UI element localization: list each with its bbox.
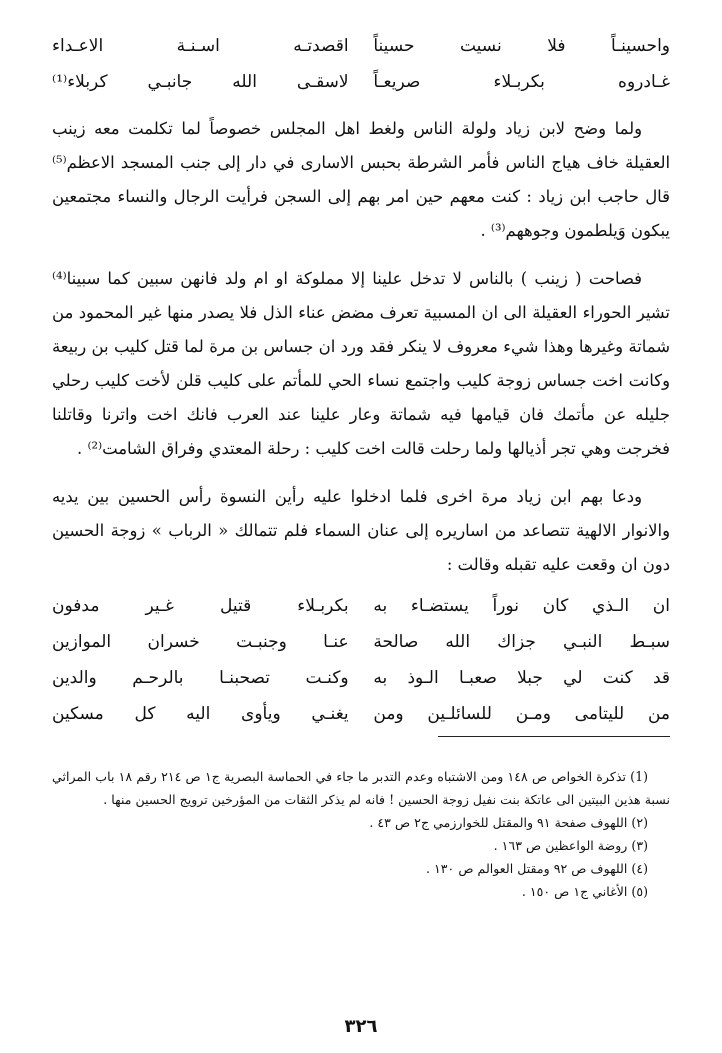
footnote: (٣) روضة الواعظين ص ١٦٣ . <box>493 838 648 853</box>
body-paragraph-2: فصاحت ( زينب ) بالناس لا تدخل علينا إلا مملوكة او ام ولد فانهن سبين كما سبينا⁽⁴⁾ تشير الحوراء العقيلة الى ان المسبية تعرف مضض عناء الذل فلا يصدر منها غير المحمود من شماتة وغيرها وهذا شيء معروف لا ينكر فقد ورد ان جساس بن مرة لما قتل كليب بن ربيعة وكانت اخت جساس زوجة كليب واجتمع نساء الحي للمأتم على كليب قلن لأخت كليب رحلي جليله عن مأتمك فان قيامها فيه شماتة وعار علينا عند العرب فانك اخت واترنا وقاتلنا فخرجت وهي تجر أذيالها ولما رحلت قالت اخت كليب : رحلة المعتدي وفراق الشامت⁽²⁾ . <box>52 269 670 458</box>
poem-bottom <box>52 588 670 732</box>
verse-line <box>52 28 670 64</box>
footnote-divider <box>438 736 670 737</box>
verse-hemistich-first: سبـط النبـي جزاك الله صالحة <box>373 632 670 652</box>
verse-hemistich-first: قد كنت لي جبلا صعبـا الـوذ به <box>373 668 670 688</box>
footnote: (٥) الأغاني ج١ ص ١٥٠ . <box>521 884 648 899</box>
verse-line <box>52 624 670 660</box>
verse-hemistich-first: واحسينـاً فلا نسيت حسيناً <box>373 36 670 56</box>
verse-hemistich-second: يغنـي ويأوى اليه كل مسكين <box>52 704 349 724</box>
verse-line <box>52 660 670 696</box>
verse-hemistich-second: لاسقـى الله جانبـي كربلاء⁽¹⁾ <box>52 72 349 92</box>
verse-hemistich-second: اقصدتـه اسـنـة الاعـداء <box>52 36 349 56</box>
body-paragraph-3: ودعا بهم ابن زياد مرة اخرى فلما ادخلوا عليه رأين النسوة رأس الحسين بين يديه والانوار الالهية تتصاعد من اساريره إلى عنان السماء فلم تتمالك « الرباب » زوجة الحسين دون ان وقعت عليه تقبله وقالت : <box>52 487 670 574</box>
verse-hemistich-second: وكنـت تصحبنـا بالرحـم والدين <box>52 668 349 688</box>
verse-hemistich-first: غـادروه بكربـلاء صريعـاً <box>373 72 670 92</box>
footnote: (٢) اللهوف صفحة ٩١ والمقتل للخوارزمي ج٢ ص ٤٣ . <box>369 815 648 830</box>
verse-hemistich-second: عنـا وجنبـت خسران الموازين <box>52 632 349 652</box>
footnotes <box>52 765 670 903</box>
footnote: (1) تذكرة الخواص ص ١٤٨ ومن الاشتباه وعدم التدبر ما جاء في الحماسة البصرية ج١ ص ٢١٤ رقم ١٨ باب المراثي نسبة هذين البيتين الى عاتكة بنت نفيل زوجة الحسين ! فانه لم يذكر الثقات من المؤرخين ترويج الحسين منها . <box>52 769 670 807</box>
verse-line <box>52 64 670 100</box>
page-number: ٣٢٦ <box>344 1016 378 1037</box>
book-page <box>52 28 670 903</box>
verse-hemistich-first: ان الـذي كان نوراً يستضـاء به <box>373 596 670 616</box>
verse-hemistich-first: من لليتامى ومـن للسائلـين ومن <box>373 704 670 724</box>
body-paragraph-1: ولما وضح لابن زياد ولولة الناس ولغط اهل المجلس خصوصاً لما تكلمت معه زينب العقيلة خاف هياج الناس فأمر الشرطة بحبس الاسارى في دار إلى جنب المسجد الاعظم⁽⁵⁾ قال حاجب ابن زياد : كنت معهم حين امر بهم إلى السجن فرأيت الرجال والنساء مجتمعين يبكون وَيلطمون وجوههم⁽³⁾ . <box>52 119 670 240</box>
verse-line <box>52 696 670 732</box>
verse-hemistich-second: بكربـلاء قتيل غـير مدفون <box>52 596 349 616</box>
footnote: (٤) اللهوف ص ٩٢ ومقتل العوالم ص ١٣٠ . <box>426 861 648 876</box>
poem-top <box>52 28 670 100</box>
verse-line <box>52 588 670 624</box>
